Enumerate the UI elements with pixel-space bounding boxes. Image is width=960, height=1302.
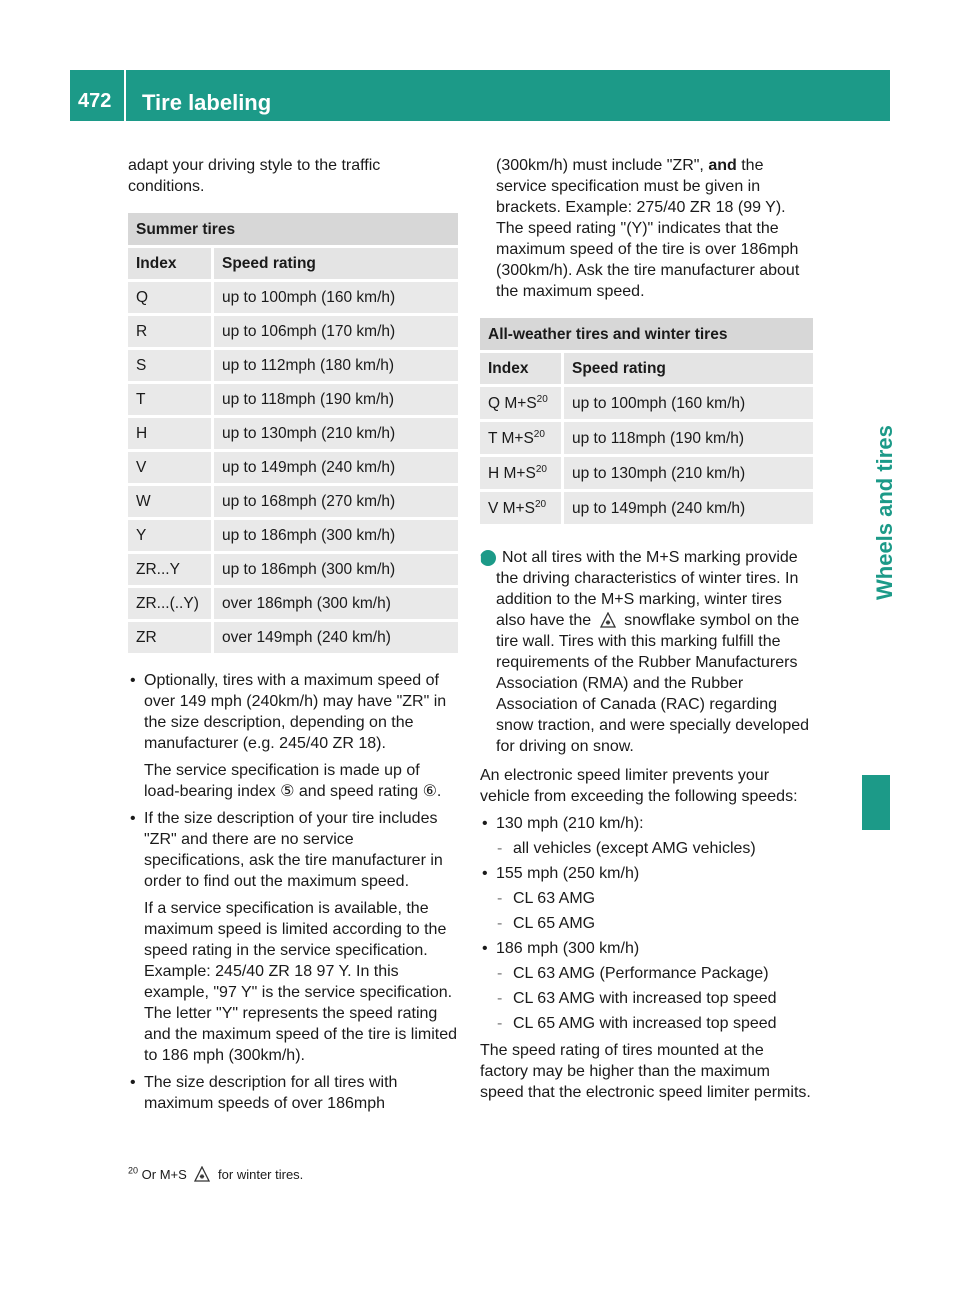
table-row bbox=[128, 622, 458, 656]
marker-5: ⑤ bbox=[280, 783, 295, 800]
winter-col-speed: Speed rating bbox=[564, 353, 813, 387]
summer-tires-table bbox=[128, 213, 458, 656]
list-item: • 130 mph (210 km/h): bbox=[480, 811, 813, 836]
closing-text: The speed rating of tires mounted at the factory may be higher than the maximum speed that the electronic speed limiter permits. bbox=[480, 1042, 811, 1101]
footnote-text-end: for winter tires. bbox=[218, 1167, 304, 1182]
footnote bbox=[128, 1166, 303, 1182]
list-item bbox=[128, 670, 458, 802]
summer-col-speed: Speed rating bbox=[214, 248, 458, 282]
bullet-subtext: The service specification is made up of load-bearing index ⑤ and speed rating ⑥. bbox=[144, 762, 442, 800]
index-cell: ZR...Y bbox=[128, 554, 214, 588]
list-item: - CL 65 AMG bbox=[496, 911, 813, 936]
list-item: - CL 65 AMG with increased top speed bbox=[496, 1011, 813, 1036]
table-row bbox=[128, 384, 458, 418]
winter-tires-table bbox=[480, 318, 813, 527]
table-row bbox=[480, 457, 813, 492]
list-item: • 155 mph (250 km/h) bbox=[480, 861, 813, 886]
index-cell: Y bbox=[128, 520, 214, 554]
left-bullets bbox=[128, 670, 458, 1114]
index-cell: V bbox=[128, 452, 214, 486]
speed-group bbox=[480, 936, 813, 961]
speed-cell: over 186mph (300 km/h) bbox=[214, 588, 458, 622]
list-item: - CL 63 AMG with increased top speed bbox=[496, 986, 813, 1011]
intro-text: adapt your driving style to the traffic conditions. bbox=[128, 157, 381, 195]
speed-group bbox=[480, 861, 813, 886]
vehicle-list bbox=[480, 836, 813, 861]
summer-tires-table-wrap bbox=[128, 213, 458, 656]
speed-cell: up to 118mph (190 km/h) bbox=[564, 422, 813, 457]
speed-cell: up to 186mph (300 km/h) bbox=[214, 554, 458, 588]
list-item: - CL 63 AMG (Performance Package) bbox=[496, 961, 813, 986]
bullet-text: • Optionally, tires with a maximum speed of over 149 mph (240km/h) may have "ZR" in the size description, depending on the manufacturer (e.g. 245/40 ZR 18). bbox=[144, 672, 447, 752]
footnote-ref: 20 bbox=[536, 393, 548, 405]
index-cell: ZR...(..Y) bbox=[128, 588, 214, 622]
vehicle-list bbox=[480, 886, 813, 936]
header-divider bbox=[124, 70, 126, 121]
info-note: i Not all tires with the M+S marking provide the driving characteristics of winter tires. In addition to the M+S marking, winter tires also have the snowflake symbol on the tire wall. Tires with this marking fulfill the requirements of the Rubber Manufacturers Association (RMA) and the Rubber Association of Canada (RAC) regarding snow traction, and were specially developed for driving on snow. bbox=[478, 549, 810, 755]
list-item: • 186 mph (300 km/h) bbox=[480, 936, 813, 961]
index-cell: ZR bbox=[128, 622, 214, 656]
right-column bbox=[480, 155, 813, 1103]
speed-group bbox=[480, 811, 813, 836]
footnote-number: 20 bbox=[128, 1165, 139, 1176]
list-item bbox=[128, 1072, 458, 1114]
marker-6: ⑥ bbox=[422, 783, 437, 800]
footnote-ref: 20 bbox=[535, 463, 547, 475]
winter-table-title: All-weather tires and winter tires bbox=[480, 318, 813, 353]
summer-table-title: Summer tires bbox=[128, 213, 458, 248]
index-cell: V $M+S^{20}$ bbox=[480, 492, 564, 527]
speed-cell: up to 149mph (240 km/h) bbox=[214, 452, 458, 486]
index-cell: Q bbox=[128, 282, 214, 316]
list-item: - CL 63 AMG bbox=[496, 886, 813, 911]
speed-limit-list bbox=[480, 811, 813, 1036]
summer-col-index: Index bbox=[128, 248, 214, 282]
page-title: Tire labeling bbox=[142, 90, 272, 115]
index-cell: T bbox=[128, 384, 214, 418]
table-row bbox=[128, 588, 458, 622]
winter-tires-table-wrap bbox=[480, 318, 813, 527]
table-row bbox=[128, 282, 458, 316]
index-cell: H bbox=[128, 418, 214, 452]
speed-cell: up to 118mph (190 km/h) bbox=[214, 384, 458, 418]
speed-cell: up to 112mph (180 km/h) bbox=[214, 350, 458, 384]
footnote-ref: 20 bbox=[533, 428, 545, 440]
speed-cell: up to 186mph (300 km/h) bbox=[214, 520, 458, 554]
page-header bbox=[70, 70, 890, 121]
index-cell: W bbox=[128, 486, 214, 520]
section-tab-label: Wheels and tires bbox=[872, 425, 897, 600]
index-cell: Q $M+S^{20}$ bbox=[480, 387, 564, 422]
left-column bbox=[128, 155, 458, 1114]
index-cell: H $M+S^{20}$ bbox=[480, 457, 564, 492]
table-row bbox=[128, 350, 458, 384]
snowflake-mountain-icon bbox=[600, 612, 616, 628]
table-row bbox=[480, 492, 813, 527]
bullet-subtext: If a service specification is available, the maximum speed is limited according to the speed rating in the service specification. Example: 245/40 ZR 18 97 Y. In this example, "97 Y" is the service specification. The letter "Y" represents the speed rating and the maximum speed of the tire is limited to 186 mph (300km/h). bbox=[144, 900, 458, 1064]
speed-cell: up to 106mph (170 km/h) bbox=[214, 316, 458, 350]
table-row bbox=[128, 316, 458, 350]
speed-cell: up to 130mph (210 km/h) bbox=[214, 418, 458, 452]
list-item bbox=[128, 808, 458, 1066]
limiter-intro: An electronic speed limiter prevents your vehicle from exceeding the following speeds: bbox=[480, 767, 798, 805]
table-row bbox=[128, 452, 458, 486]
speed-cell: up to 100mph (160 km/h) bbox=[214, 282, 458, 316]
index-cell: S bbox=[128, 350, 214, 384]
speed-cell: up to 149mph (240 km/h) bbox=[564, 492, 813, 527]
index-cell: R bbox=[128, 316, 214, 350]
speed-cell: over 149mph (240 km/h) bbox=[214, 622, 458, 656]
snowflake-mountain-icon bbox=[194, 1166, 210, 1182]
bullet-text: • The size description for all tires with maximum speeds of over 186mph bbox=[144, 1074, 398, 1112]
winter-col-index: Index bbox=[480, 353, 564, 387]
footnote-ref: 20 bbox=[534, 498, 547, 510]
table-row bbox=[480, 422, 813, 457]
info-icon: i bbox=[480, 550, 496, 566]
speed-cell: up to 168mph (270 km/h) bbox=[214, 486, 458, 520]
table-row bbox=[480, 387, 813, 422]
footnote-text: Or M+S bbox=[141, 1167, 187, 1182]
list-item: - all vehicles (except AMG vehicles) bbox=[496, 836, 813, 861]
page-number: 472 bbox=[78, 90, 112, 112]
continued-text: (300km/h) must include "ZR", and the service specification must be given in brackets. Example: 275/40 ZR 18 (99 Y). The speed rating "(Y)" indicates that the maximum speed of the tire is over 186mph (300km/h). Ask the tire manufacturer about the maximum speed. bbox=[496, 157, 800, 300]
speed-cell: up to 100mph (160 km/h) bbox=[564, 387, 813, 422]
table-row bbox=[128, 554, 458, 588]
bullet-text: • If the size description of your tire includes "ZR" and there are no service specifications, ask the tire manufacturer in order to find out the maximum speed. bbox=[144, 810, 443, 890]
index-cell: T $M+S^{20}$ bbox=[480, 422, 564, 457]
table-row bbox=[128, 520, 458, 554]
table-row bbox=[128, 486, 458, 520]
speed-cell: up to 130mph (210 km/h) bbox=[564, 457, 813, 492]
vehicle-list bbox=[480, 961, 813, 1036]
table-row bbox=[128, 418, 458, 452]
section-tab-marker bbox=[862, 775, 890, 830]
